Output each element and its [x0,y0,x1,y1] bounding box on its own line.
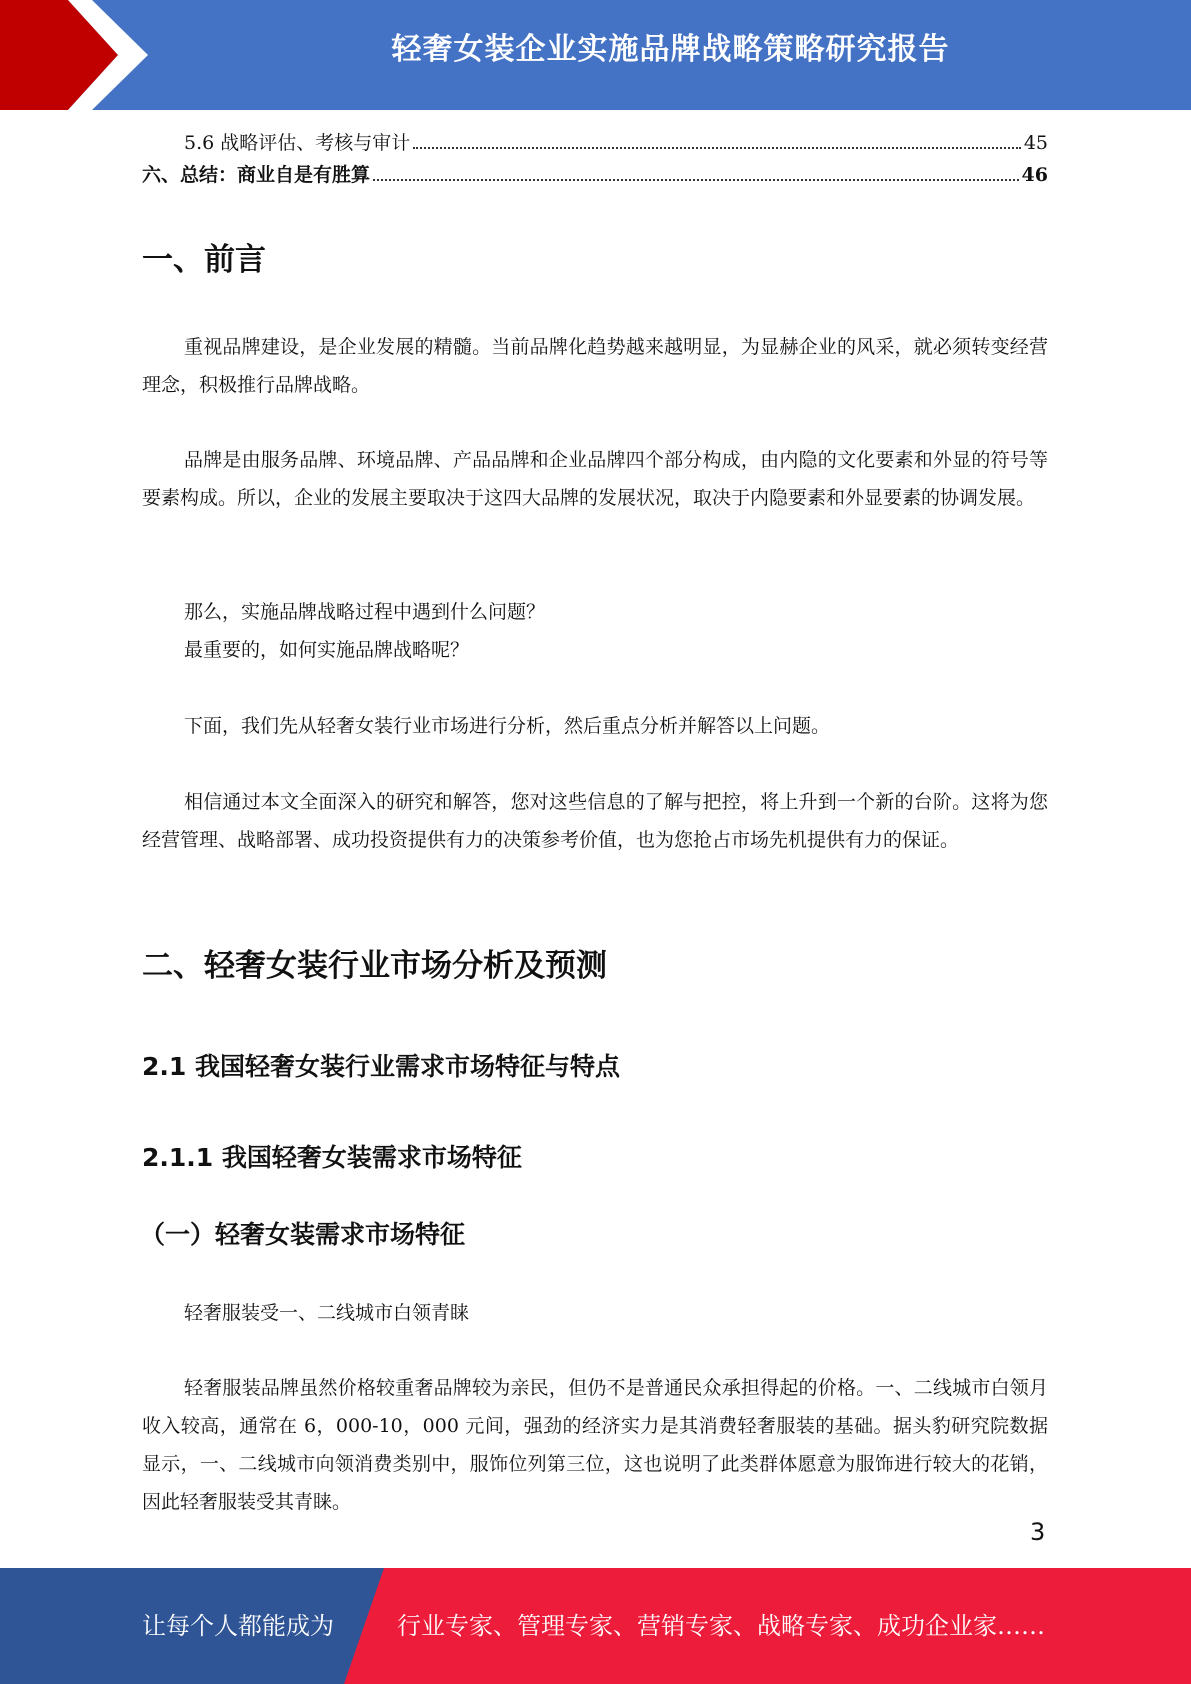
footer-slogan-left: 让每个人都能成为 [142,1612,334,1640]
section-heading-market: 二、轻奢女装行业市场分析及预测 [142,948,607,984]
toc-entry-page: 46 [1021,164,1048,186]
page-header [0,0,1191,110]
footer-slogan-right: 行业专家、管理专家、营销专家、战略专家、成功企业家…… [397,1612,1045,1640]
table-of-contents [142,128,1048,192]
toc-entry[interactable] [142,160,1048,192]
paragraph: 相信通过本文全面深入的研究和解答，您对这些信息的了解与把控，将上升到一个新的台阶。这将为您经营管理、战略部署、成功投资提供有力的决策参考价值，也为您抢占市场先机提供有力的保证。 [142,791,1048,851]
paragraph: 重视品牌建设，是企业发展的精髓。当前品牌化趋势越来越明显，为显赫企业的风采，就必须转变经营理念，积极推行品牌战略。 [142,336,1048,396]
paragraph: 品牌是由服务品牌、环境品牌、产品品牌和企业品牌四个部分构成，由内隐的文化要素和外显的符号等要素构成。所以，企业的发展主要取决于这四大品牌的发展状况，取决于内隐要素和外显要素的协调发展。 [142,449,1048,509]
subsection-heading: （一）轻奢女装需求市场特征 [140,1220,466,1249]
toc-entry-label: 5.6 战略评估、考核与审计 [184,132,411,154]
subsection-heading: 2.1.1 我国轻奢女装需求市场特征 [142,1143,522,1172]
toc-leader-dots [373,178,1019,181]
toc-entry-page: 45 [1023,132,1048,154]
subsection-heading: 2.1 我国轻奢女装行业需求市场特征与特点 [142,1052,620,1081]
page-number: 3 [1030,1518,1046,1546]
paragraph: 那么，实施品牌战略过程中遇到什么问题？ [184,601,546,623]
paragraph: 轻奢服装受一、二线城市白领青睐 [184,1302,470,1324]
paragraph: 下面，我们先从轻奢女装行业市场进行分析，然后重点分析并解答以上问题。 [184,715,831,737]
toc-leader-dots [413,146,1021,149]
toc-entry-label: 六、总结：商业自是有胜算 [142,164,371,186]
paragraph: 轻奢服装品牌虽然价格较重奢品牌较为亲民，但仍不是普通民众承担得起的价格。一、二线城市白领月收入较高，通常在 6，000-10，000 元间，强劲的经济实力是其消费轻奢服装的基础。据头豹研究院数据显示，一、二线城市向领消费类别中，服饰位列第三位，这也说明了此类群体愿意为服饰进行较大的花销，因此轻奢服装受其青睐。 [142,1377,1048,1513]
page-footer [0,1568,1191,1684]
paragraph: 最重要的，如何实施品牌战略呢？ [184,639,470,661]
section-heading-preface: 一、前言 [142,242,266,278]
toc-entry[interactable] [142,128,1048,160]
header-title: 轻奢女装企业实施品牌战略策略研究报告 [391,32,950,67]
